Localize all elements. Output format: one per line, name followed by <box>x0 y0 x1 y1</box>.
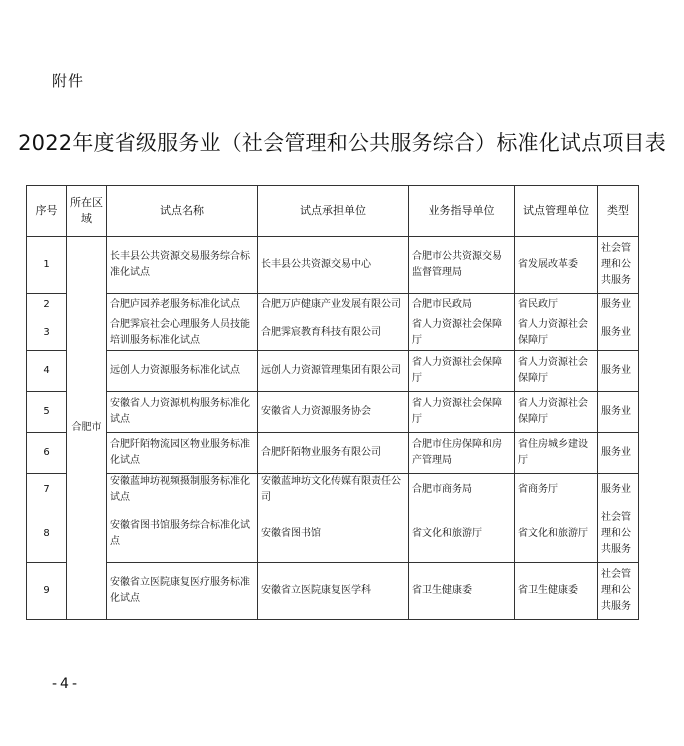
cell-manager: 省人力资源社会保障厅 <box>515 351 598 392</box>
cell-guide: 合肥市住房保障和房产管理局 <box>409 433 515 474</box>
cell-name: 合肥阡陌物流园区物业服务标准化试点 <box>107 433 258 474</box>
header-type: 类型 <box>598 186 639 237</box>
cell-name: 合肥庐园养老服务标准化试点 <box>107 294 258 317</box>
cell-guide: 合肥市商务局 <box>409 474 515 507</box>
cell-type: 服务业 <box>598 392 639 433</box>
cell-manager: 省卫生健康委 <box>515 563 598 620</box>
document-title: 2022年度省级服务业（社会管理和公共服务综合）标准化试点项目表 <box>18 131 666 155</box>
header-unit: 试点承担单位 <box>258 186 409 237</box>
header-seq: 序号 <box>27 186 67 237</box>
cell-type: 服务业 <box>598 294 639 317</box>
cell-seq: 4 <box>27 351 67 392</box>
table-row <box>27 563 639 620</box>
cell-guide: 省文化和旅游厅 <box>409 506 515 563</box>
cell-seq: 5 <box>27 392 67 433</box>
table-row <box>27 237 639 294</box>
cell-unit: 长丰县公共资源交易中心 <box>258 237 409 294</box>
header-manager: 试点管理单位 <box>515 186 598 237</box>
cell-seq: 2 <box>27 294 67 317</box>
cell-guide: 省人力资源社会保障厅 <box>409 316 515 351</box>
cell-unit: 合肥万庐健康产业发展有限公司 <box>258 294 409 317</box>
header-guide: 业务指导单位 <box>409 186 515 237</box>
cell-seq: 7 <box>27 474 67 507</box>
cell-manager: 省发展改革委 <box>515 237 598 294</box>
cell-guide: 合肥市公共资源交易监督管理局 <box>409 237 515 294</box>
cell-name: 安徽省人力资源机构服务标准化试点 <box>107 392 258 433</box>
cell-type: 服务业 <box>598 433 639 474</box>
cell-guide: 省人力资源社会保障厅 <box>409 351 515 392</box>
cell-name: 远创人力资源服务标准化试点 <box>107 351 258 392</box>
cell-type: 社会管理和公共服务 <box>598 506 639 563</box>
table-row <box>27 316 639 351</box>
cell-type: 服务业 <box>598 351 639 392</box>
cell-manager: 省住房城乡建设厅 <box>515 433 598 474</box>
cell-type: 社会管理和公共服务 <box>598 237 639 294</box>
cell-name: 合肥霁宸社会心理服务人员技能培训服务标准化试点 <box>107 316 258 351</box>
cell-type: 社会管理和公共服务 <box>598 563 639 620</box>
cell-unit: 安徽蓝坤坊文化传媒有限责任公司 <box>258 474 409 507</box>
cell-unit: 远创人力资源管理集团有限公司 <box>258 351 409 392</box>
cell-guide: 省人力资源社会保障厅 <box>409 392 515 433</box>
cell-guide: 省卫生健康委 <box>409 563 515 620</box>
page-number: -4- <box>52 676 81 692</box>
header-region: 所在区域 <box>67 186 107 237</box>
table-row <box>27 506 639 563</box>
cell-name: 安徽省立医院康复医疗服务标准化试点 <box>107 563 258 620</box>
cell-region: 合肥市 <box>67 237 107 620</box>
cell-unit: 安徽省图书馆 <box>258 506 409 563</box>
cell-manager: 省人力资源社会保障厅 <box>515 316 598 351</box>
cell-unit: 安徽省立医院康复医学科 <box>258 563 409 620</box>
header-name: 试点名称 <box>107 186 258 237</box>
attachment-label: 附件 <box>52 72 85 90</box>
cell-name: 安徽省图书馆服务综合标准化试点 <box>107 506 258 563</box>
table-row <box>27 433 639 474</box>
pilot-project-table <box>26 185 639 620</box>
cell-manager: 省文化和旅游厅 <box>515 506 598 563</box>
table-header-row <box>27 186 639 237</box>
cell-seq: 3 <box>27 316 67 351</box>
cell-manager: 省商务厅 <box>515 474 598 507</box>
cell-unit: 安徽省人力资源服务协会 <box>258 392 409 433</box>
cell-seq: 6 <box>27 433 67 474</box>
cell-type: 服务业 <box>598 474 639 507</box>
cell-name: 安徽蓝坤坊视频摄制服务标准化试点 <box>107 474 258 507</box>
table-row <box>27 294 639 317</box>
cell-seq: 8 <box>27 506 67 563</box>
cell-manager: 省民政厅 <box>515 294 598 317</box>
cell-guide: 合肥市民政局 <box>409 294 515 317</box>
cell-manager: 省人力资源社会保障厅 <box>515 392 598 433</box>
table-row <box>27 474 639 507</box>
cell-unit: 合肥阡陌物业服务有限公司 <box>258 433 409 474</box>
cell-seq: 9 <box>27 563 67 620</box>
cell-unit: 合肥霁宸教育科技有限公司 <box>258 316 409 351</box>
table-row <box>27 351 639 392</box>
table-row <box>27 392 639 433</box>
cell-seq: 1 <box>27 237 67 294</box>
cell-name: 长丰县公共资源交易服务综合标准化试点 <box>107 237 258 294</box>
cell-type: 服务业 <box>598 316 639 351</box>
